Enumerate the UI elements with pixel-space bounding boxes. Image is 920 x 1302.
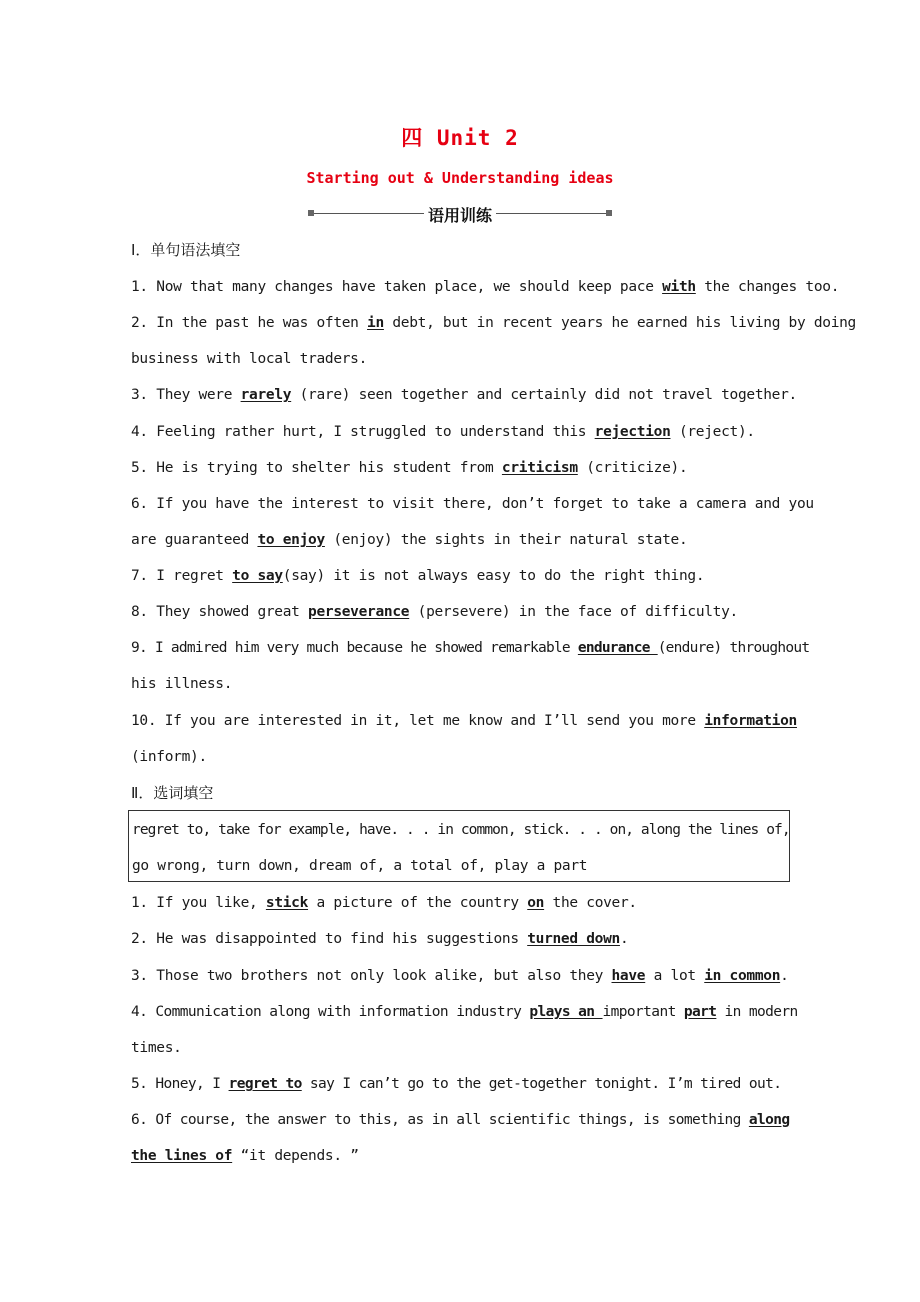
answer: to enjoy	[257, 532, 325, 548]
q2-5: 5. Honey, I regret to say I can’t go to the get-together tonight. I’m tired out.	[131, 1076, 782, 1092]
q2-6-cont: the lines of “it depends. ”	[131, 1148, 359, 1164]
q1-10: 10. If you are interested in it, let me know and I’ll send you more information	[131, 713, 797, 729]
q1-9-cont: his illness.	[131, 676, 233, 692]
answer: criticism	[501, 460, 578, 476]
answer: rejection	[594, 424, 671, 440]
q1-8: 8. They showed great perseverance (persevere) in the face of difficulty.	[131, 604, 738, 620]
answer: part	[683, 1004, 717, 1020]
word-bank-line-1: regret to, take for example, have. . . in common, stick. . . on, along the lines of,	[132, 822, 790, 838]
q2-4-cont: times.	[131, 1040, 182, 1056]
answer: have	[611, 968, 646, 984]
q1-10-cont: (inform).	[131, 749, 207, 765]
q1-6-cont: are guaranteed to enjoy (enjoy) the sights in their natural state.	[131, 532, 688, 548]
page-subtitle: Starting out & Understanding ideas	[306, 169, 614, 187]
answer: in	[367, 315, 384, 331]
answer: rarely	[240, 387, 292, 403]
answer: regret to	[228, 1076, 302, 1092]
section-2-heading: Ⅱ．选词填空	[131, 784, 214, 802]
answer: on	[527, 895, 545, 911]
page-title: 四 Unit 2	[401, 126, 519, 150]
answer: in common	[704, 968, 781, 984]
section-banner	[308, 203, 612, 225]
q1-5: 5. He is trying to shelter his student from criticism (criticize).	[131, 460, 688, 476]
q1-4: 4. Feeling rather hurt, I struggled to understand this rejection (reject).	[131, 424, 755, 440]
answer: perseverance	[308, 604, 410, 620]
answer: to say	[232, 568, 283, 584]
answer: stick	[265, 895, 309, 911]
answer: information	[704, 713, 797, 729]
q1-6: 6. If you have the interest to visit there, don’t forget to take a camera and you	[131, 496, 814, 512]
answer: with	[662, 279, 696, 295]
q1-1: 1. Now that many changes have taken place, we should keep pace with the changes too.	[131, 279, 840, 295]
q2-2: 2. He was disappointed to find his suggestions turned down.	[131, 931, 629, 947]
answer: along	[748, 1112, 790, 1128]
q1-3: 3. They were rarely (rare) seen together and certainly did not travel together.	[131, 387, 797, 403]
q2-3: 3. Those two brothers not only look alike, but also they have a lot in common.	[131, 968, 789, 984]
q1-7: 7. I regret to say(say) it is not always easy to do the right thing.	[131, 568, 705, 584]
banner-text: 语用训练	[427, 206, 492, 225]
word-bank-line-2: go wrong, turn down, dream of, a total of, play a part	[132, 858, 588, 874]
q2-1: 1. If you like, stick a picture of the country on the cover.	[131, 895, 637, 911]
q1-2-cont: business with local traders.	[131, 351, 368, 367]
q2-6: 6. Of course, the answer to this, as in all scientific things, is something along	[131, 1112, 790, 1128]
section-1-heading: Ⅰ．单句语法填空	[131, 241, 241, 259]
answer: endurance	[577, 640, 658, 656]
q1-9: 9. I admired him very much because he showed remarkable endurance (endure) throughout	[131, 640, 810, 656]
q2-4: 4. Communication along with information industry plays an important part in modern	[131, 1004, 798, 1020]
answer: the lines of	[131, 1148, 233, 1164]
answer: plays an	[529, 1004, 603, 1020]
q1-2: 2. In the past he was often in debt, but in recent years he earned his living by doing	[131, 315, 856, 331]
answer: turned down	[527, 931, 620, 947]
